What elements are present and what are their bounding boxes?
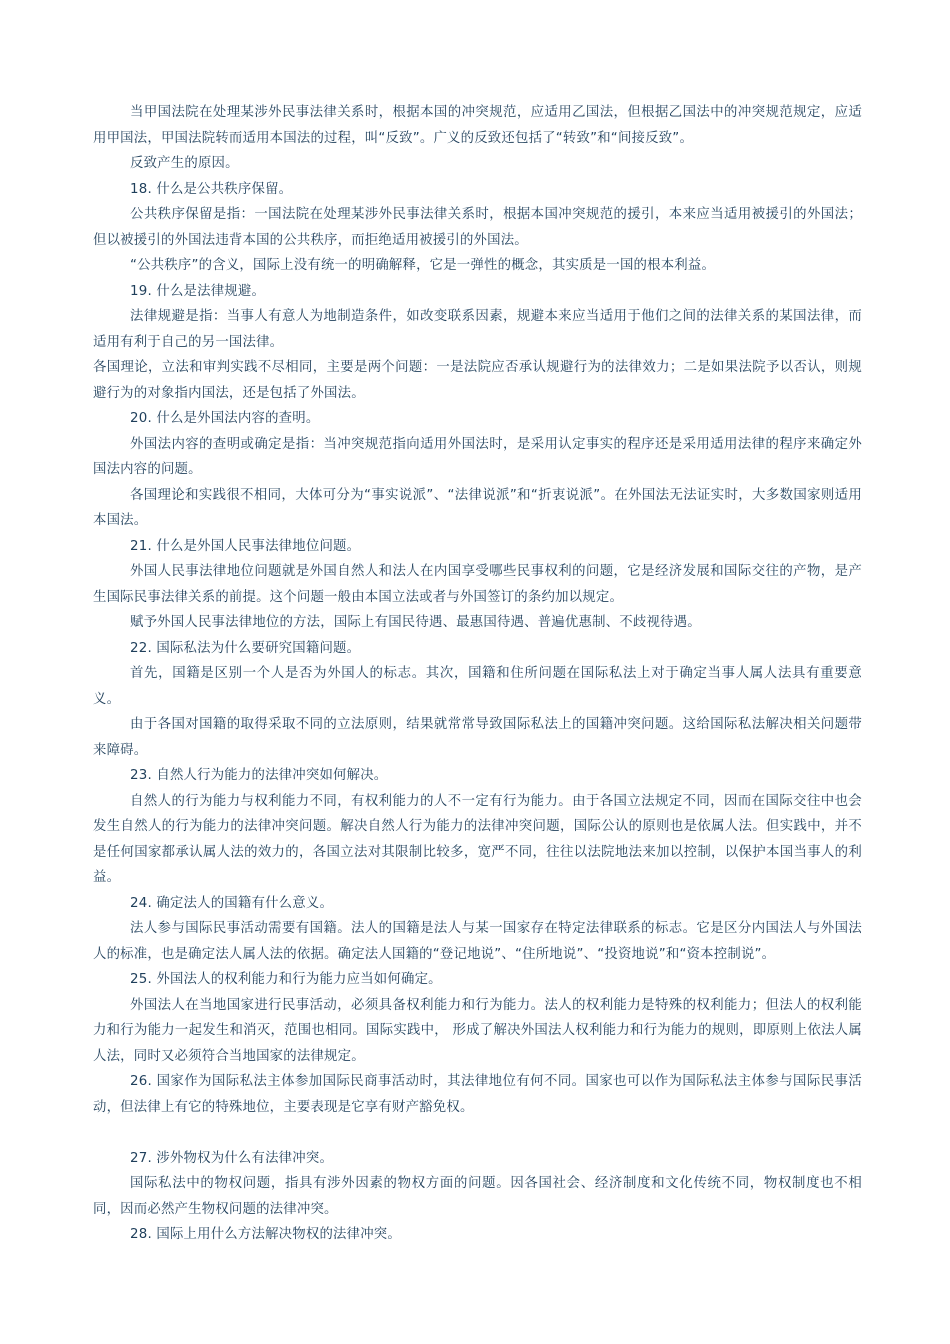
paragraph-renvoi-definition: 当甲国法院在处理某涉外民事法律关系时，根据本国的冲突规范，应适用乙国法，但根据乙国法中的冲突规范规定，应适用甲国法，甲国法院转而适用本国法的过程，叫“反致”。广义的反致还包括了“转致”和“间接反致”。 <box>93 105 862 146</box>
paragraph-foreign-law-schools: 各国理论和实践很不相同，大体可分为“事实说派”、“法律说派”和“折衷说派”。在外国法无法证实时，大多数国家则适用本国法。 <box>93 487 862 528</box>
question-heading-28: 28. 国际上用什么方法解决物权的法律冲突。 <box>130 1227 401 1242</box>
paragraph-public-order-meaning: “公共秩序”的含义，国际上没有统一的明确解释，它是一弹性的概念，其实质是一国的根本利益。 <box>130 258 716 273</box>
paragraph-renvoi-causes: 反致产生的原因。 <box>130 156 239 171</box>
question-heading-23: 23. 自然人行为能力的法律冲突如何解决。 <box>130 768 388 783</box>
paragraph-foreign-legal-person-capacity: 外国法人在当地国家进行民事活动，必须具备权利能力和行为能力。法人的权利能力是特殊的权利能力；但法人的权利能力和行为能力一起发生和消灭，范围也相同。国际实践中， 形成了解决外国法人权利能力和行为能力的规则，即原则上依法人属人法，同时又必须符合当地国家的法律规定。 <box>93 997 862 1064</box>
paragraph-evasion-practice: 各国理论，立法和审判实践不尽相同，主要是两个问题：一是法院应否承认规避行为的法律效力；二是如果法院予以否认，则规避行为的对象指内国法，还是包括了外国法。 <box>93 360 862 401</box>
paragraph-alien-treatment: 赋予外国人民事法律地位的方法，国际上有国民待遇、最惠国待遇、普遍优惠制、不歧视待遇。 <box>130 615 701 630</box>
paragraph-property-conflict: 国际私法中的物权问题，指具有涉外因素的物权方面的问题。因各国社会、经济制度和文化传统不同，物权制度也不相同，因而必然产生物权问题的法律冲突。 <box>93 1176 862 1217</box>
paragraph-legal-person-nationality: 法人参与国际民事活动需要有国籍。法人的国籍是法人与某一国家存在特定法律联系的标志。它是区分内国法人与外国法人的标准，也是确定法人属人法的依据。确定法人国籍的“登记地说”、“住所地说”、“投资地说”和“资本控制说”。 <box>93 921 862 962</box>
paragraph-public-order-definition: 公共秩序保留是指：一国法院在处理某涉外民事法律关系时，根据本国冲突规范的援引，本来应当适用被援引的外国法；但以被援引的外国法违背本国的公共秩序，而拒绝适用被援引的外国法。 <box>93 207 862 248</box>
question-heading-27: 27. 涉外物权为什么有法律冲突。 <box>130 1150 334 1166</box>
paragraph-alien-status: 外国人民事法律地位问题就是外国自然人和法人在内国享受哪些民事权利的问题，它是经济发展和国际交往的产物，是产生国际民事法律关系的前提。这个问题一般由本国立法或者与外国签订的条约加以规定。 <box>93 564 862 605</box>
blank-line <box>93 1120 862 1146</box>
question-heading-26: 26. 国家作为国际私法主体参加国际民商事活动时，其法律地位有何不同。国家也可以作为国际私法主体参与国际民事活动，但法律上有它的特殊地位，主要表现是它享有财产豁免权。 <box>93 1074 862 1115</box>
paragraph-capacity-conflict: 自然人的行为能力与权利能力不同，有权利能力的人不一定有行为能力。由于各国立法规定不同，因而在国际交往中也会发生自然人的行为能力的法律冲突问题。解决自然人行为能力的法律冲突问题，国际公认的原则也是依属人法。但实践中，并不是任何国家都承认属人法的效力的，各国立法对其限制比较多，宽严不同，往往以法院地法来加以控制，以保护本国当事人的利益。 <box>93 793 862 885</box>
paragraph-nationality-conflict: 由于各国对国籍的取得采取不同的立法原则，结果就常常导致国际私法上的国籍冲突问题。这给国际私法解决相关问题带来障碍。 <box>93 717 862 758</box>
question-heading-19: 19. 什么是法律规避。 <box>130 283 266 299</box>
paragraph-evasion-definition: 法律规避是指：当事人有意人为地制造条件，如改变联系因素，规避本来应当适用于他们之间的法律关系的某国法律，而适用有利于自己的另一国法律。 <box>93 309 862 350</box>
question-heading-25: 25. 外国法人的权利能力和行为能力应当如何确定。 <box>130 972 442 987</box>
question-heading-21: 21. 什么是外国人民事法律地位问题。 <box>130 538 361 554</box>
question-heading-22: 22. 国际私法为什么要研究国籍问题。 <box>130 640 361 656</box>
paragraph-nationality-significance: 首先，国籍是区别一个人是否为外国人的标志。其次，国籍和住所问题在国际私法上对于确定当事人属人法具有重要意义。 <box>93 666 862 707</box>
question-heading-20: 20. 什么是外国法内容的查明。 <box>130 411 320 426</box>
paragraph-foreign-law-ascertainment: 外国法内容的查明或确定是指：当冲突规范指向适用外国法时，是采用认定事实的程序还是采用适用法律的程序来确定外国法内容的问题。 <box>93 436 862 477</box>
question-heading-18: 18. 什么是公共秩序保留。 <box>130 181 293 197</box>
question-heading-24: 24. 确定法人的国籍有什么意义。 <box>130 895 334 911</box>
